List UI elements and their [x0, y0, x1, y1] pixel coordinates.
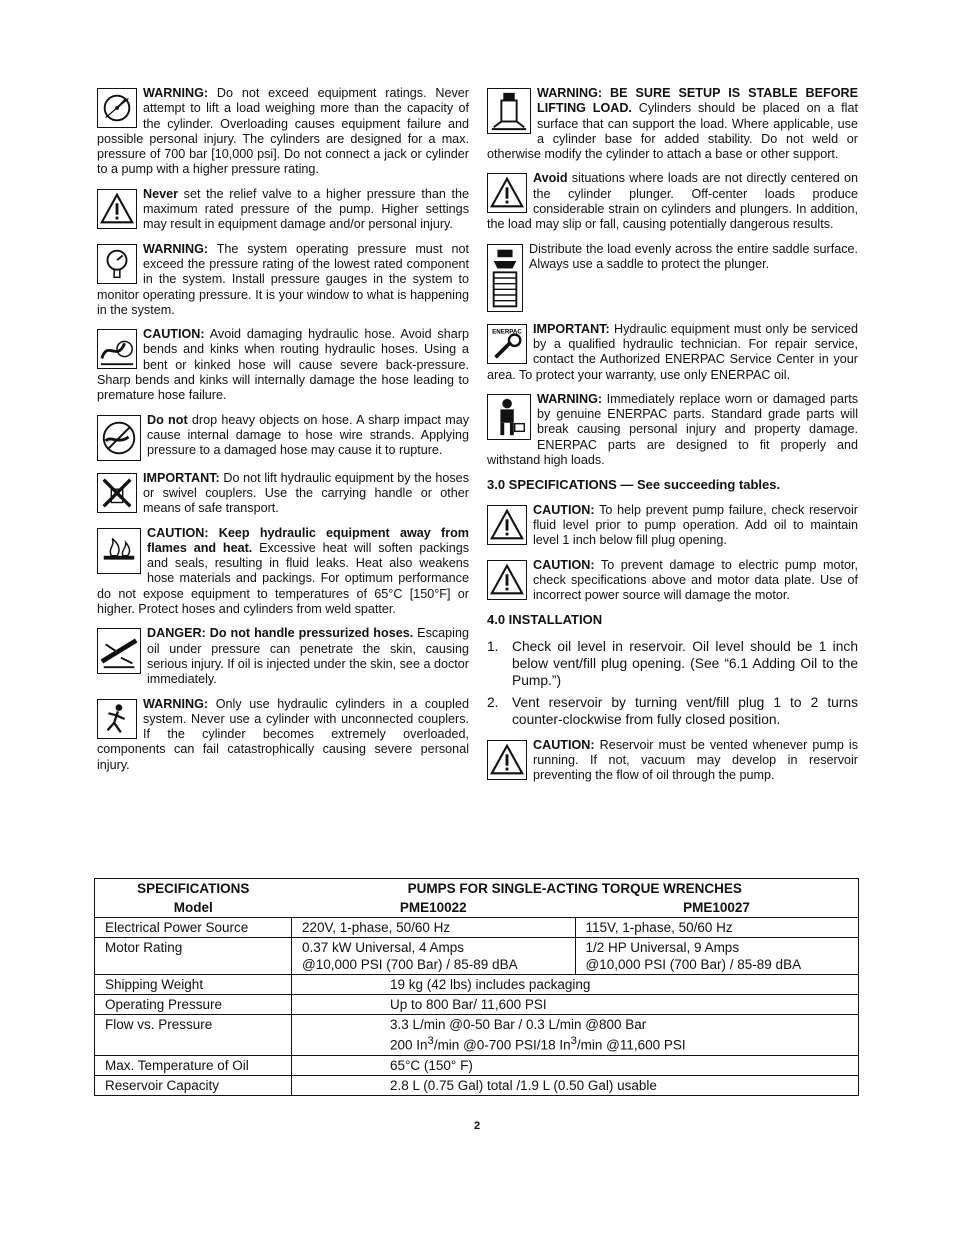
- saddle-cylinder-icon: [487, 244, 523, 312]
- notice-reservoir-vent: CAUTION: Reservoir must be vented whenever pump is running. If not, vacuum may develop in reservoir preventing the flow of oil through the pump.: [487, 738, 858, 784]
- overload-gauge-icon: [97, 88, 137, 128]
- enerpac-service-icon: [487, 324, 527, 364]
- row-label: Operating Pressure: [95, 995, 292, 1015]
- hose-impact-icon: [97, 415, 141, 461]
- pressure-gauge-icon: [97, 244, 137, 284]
- warning-triangle-icon: [487, 740, 527, 780]
- notice-off-center: Avoid situations where loads are not directly centered on the cylinder plunger. Off-center loads produce considerable strain on cylinders and plungers. In addition, the load may slip or fall, causing potentially dangerous results.: [487, 171, 858, 232]
- cell-value: 65°C (150° F): [292, 1055, 859, 1075]
- cell-value: 3.3 L/min @0-50 Bar / 0.3 L/min @800 Bar 200 In$^3$/min @0-700 PSI/18 In$^3$/min @11,600 PSI: [292, 1015, 859, 1056]
- cell-value: 1/2 HP Universal, 9 Amps @10,000 PSI (700 Bar) / 85-89 dBA: [575, 938, 859, 975]
- enerpac-logo-text: ENERPAC: [492, 328, 522, 336]
- stable-setup-icon: [487, 88, 531, 134]
- row-label: Shipping Weight: [95, 975, 292, 995]
- warning-triangle-icon: [97, 189, 137, 229]
- technician-parts-icon: [487, 394, 531, 440]
- table-row: [95, 975, 859, 995]
- notice-genuine-parts: WARNING: Immediately replace worn or damaged parts by genuine ENERPAC parts. Standard grade parts will break causing personal injury and property damage. ENERPAC parts are designed to fit properly and withstand high loads.: [487, 391, 858, 468]
- flame-heat-icon: [97, 528, 141, 574]
- table-header-model: Model: [173, 900, 213, 915]
- notice-coupled-system: WARNING: Only use hydraulic cylinders in a coupled system. Never use a cylinder with unconnected couplers. If the cylinder becomes extremely overloaded, components can fail catastrophically causing severe personal injury.: [97, 696, 469, 772]
- table-row: [95, 938, 859, 975]
- notice-carry-handle: IMPORTANT: Do not lift hydraulic equipment by the hoses or swivel couplers. Use the carrying handle or other means of safe transport.: [97, 471, 469, 517]
- notice-hose-impact: Do not drop heavy objects on hose. A sharp impact may cause internal damage to hose wire strands. Applying pressure to a damaged hose may cause it to rupture.: [97, 413, 469, 462]
- notice-hose-damage: CAUTION: Avoid damaging hydraulic hose. Avoid sharp bends and kinks when routing hydraulic hoses. Using a bent or kinked hose will cause severe back-pressure. Sharp bends and kinks will internally damage the hose leading to premature hose failure.: [97, 327, 469, 403]
- notice-saddle: Distribute the load evenly across the entire saddle surface. Always use a saddle to protect the plunger.: [487, 242, 858, 313]
- notice-fluid-level: CAUTION: To help prevent pump failure, check reservoir fluid level prior to pump operation. Add oil to maintain level 1 inch below fill plug opening.: [487, 503, 858, 549]
- table-row: [95, 1015, 859, 1056]
- notice-motor-power: CAUTION: To prevent damage to electric pump motor, check specifications above and motor data plate. Use of incorrect power source will damage the motor.: [487, 558, 858, 604]
- cell-value: Up to 800 Bar/ 11,600 PSI: [292, 995, 859, 1015]
- row-label: Max. Temperature of Oil: [95, 1055, 292, 1075]
- table-row: [95, 918, 859, 938]
- install-section-heading: 4.0 INSTALLATION: [487, 612, 603, 628]
- no-lift-by-hose-icon: [97, 473, 137, 513]
- oil-injection-icon: [97, 628, 141, 674]
- specifications-table: [94, 878, 859, 1096]
- cell-value: 19 kg (42 lbs) includes packaging: [292, 975, 859, 995]
- cell-value: 115V, 1-phase, 50/60 Hz: [575, 918, 859, 938]
- cell-value: 0.37 kW Universal, 4 Amps @10,000 PSI (700 Bar) / 85-89 dBA: [292, 938, 576, 975]
- table-header-specifications: SPECIFICATIONS: [137, 881, 250, 896]
- table-header-pumps: PUMPS FOR SINGLE-ACTING TORQUE WRENCHES: [407, 881, 742, 896]
- table-row: [95, 1075, 859, 1095]
- row-label: Motor Rating: [95, 938, 292, 975]
- notice-flame-heat: CAUTION: Keep hydraulic equipment away from flames and heat. Excessive heat will soften packings and seals, resulting in fluid leaks. Heat also weakens hose materials and packings. For optimum performance do not expose equipment to temperatures of 65°C [150°F] or higher. Protect hoses and cylinders from weld spatter.: [97, 525, 469, 617]
- notice-stable-setup: WARNING: BE SURE SETUP IS STABLE BEFORE LIFTING LOAD. Cylinders should be placed on a flat surface that can support the load. Where applicable, use a cylinder base for added stability. Do not weld or otherwise modify the cylinder to attach a base or other support.: [487, 86, 858, 162]
- table-header-model-b: PME10027: [683, 900, 750, 915]
- left-column: [97, 86, 469, 782]
- install-step: 2. Vent reservoir by turning vent/fill plug 1 to 2 turns counter-clockwise from fully closed position.: [487, 694, 858, 727]
- notice-relief-valve: Never set the relief valve to a higher pressure than the maximum rated pressure of the pump. Higher settings may result in equipment damage and/or personal injury.: [97, 187, 469, 233]
- table-row: [95, 995, 859, 1015]
- right-column: [487, 86, 858, 793]
- falling-person-icon: [97, 699, 137, 739]
- row-label: Flow vs. Pressure: [95, 1015, 292, 1056]
- cell-value: 2.8 L (0.75 Gal) total /1.9 L (0.50 Gal) usable: [292, 1075, 859, 1095]
- install-step: 1. Check oil level in reservoir. Oil level should be 1 inch below vent/fill plug opening. (See “6.1 Adding Oil to the Pump.”): [487, 638, 858, 688]
- row-label: Reservoir Capacity: [95, 1075, 292, 1095]
- table-header-model-a: PME10022: [399, 900, 467, 915]
- warning-triangle-icon: [487, 173, 527, 213]
- install-steps: [487, 638, 858, 728]
- notice-overload: WARNING: Do not exceed equipment ratings. Never attempt to lift a load weighing more than the capacity of the cylinder. Overloading causes equipment failure and possible personal injury. The cylinders are designed for a max. pressure of 700 bar [10,000 psi]. Do not connect a jack or cylinder to a pump with a higher pressure rating.: [97, 86, 469, 177]
- notice-service: ENERPAC IMPORTANT: Hydraulic equipment must only be serviced by a qualified hydraulic technician. For repair service, contact the Authorized ENERPAC Service Center in your area. To protect your warranty, use only ENERPAC oil.: [487, 321, 858, 382]
- notice-pressurized-hose: DANGER: Do not handle pressurized hoses. Escaping oil under pressure can penetrate the skin, causing serious injury. If oil is injected under the skin, see a doctor immediately.: [97, 626, 469, 687]
- notice-system-pressure: WARNING: The system operating pressure must not exceed the pressure rating of the lowest rated component in the system. Install pressure gauges in the system to monitor operating pressure. It is your window to what is happening in the system.: [97, 241, 469, 317]
- warning-triangle-icon: [487, 560, 527, 600]
- table-header-row: [95, 879, 859, 899]
- warning-triangle-icon: [487, 505, 527, 545]
- table-model-row: [95, 898, 859, 918]
- cell-value: 220V, 1-phase, 50/60 Hz: [292, 918, 576, 938]
- row-label: Electrical Power Source: [95, 918, 292, 938]
- kinked-hose-icon: [97, 329, 137, 369]
- table-row: [95, 1055, 859, 1075]
- spec-section-heading: 3.0 SPECIFICATIONS — See succeeding tables.: [487, 477, 781, 493]
- page-number: 2: [473, 1120, 481, 1132]
